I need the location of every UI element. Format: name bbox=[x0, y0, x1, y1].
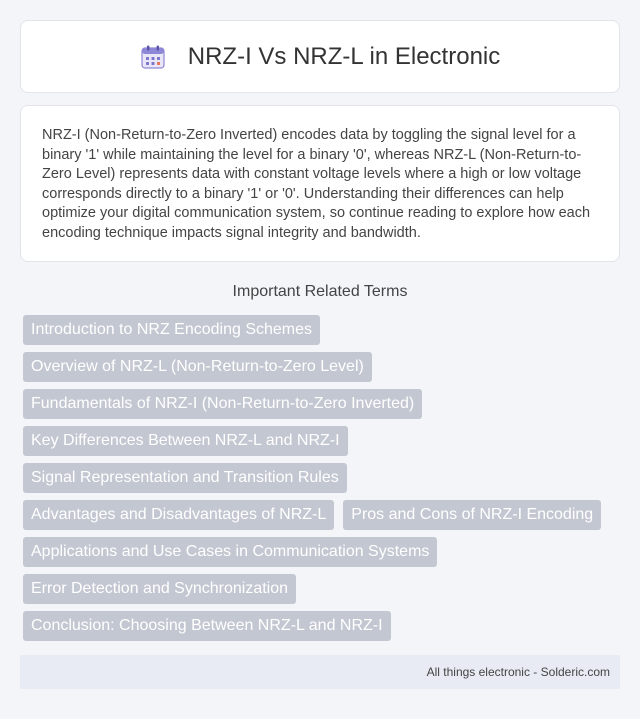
term-tag[interactable]: Key Differences Between NRZ-L and NRZ-I bbox=[23, 426, 348, 456]
term-tag[interactable]: Signal Representation and Transition Rules bbox=[23, 463, 347, 493]
intro-paragraph: NRZ-I (Non-Return-to-Zero Inverted) encodes data by toggling the signal level for a binary '1' while maintaining the level for a binary '0', whereas NRZ-L (Non-Return-to-Zero Level) represents data with constant voltage levels where a high or low voltage corresponds directly to a binary '1' or '0'. Understanding their differences can help optimize your digital communication system, so continue reading to explore how each encoding technique impacts signal integrity and bandwidth. bbox=[42, 127, 591, 241]
term-tag[interactable]: Overview of NRZ-L (Non-Return-to-Zero Level) bbox=[23, 352, 372, 382]
related-terms-list bbox=[23, 315, 623, 648]
page-title: NRZ-I Vs NRZ-L in Electronic bbox=[187, 42, 501, 70]
term-tag[interactable]: Introduction to NRZ Encoding Schemes bbox=[23, 315, 320, 345]
term-tag[interactable]: Error Detection and Synchronization bbox=[23, 574, 296, 604]
term-row bbox=[23, 426, 623, 463]
term-tag[interactable]: Pros and Cons of NRZ-I Encoding bbox=[343, 500, 601, 530]
footer bbox=[20, 655, 620, 689]
term-tag[interactable]: Conclusion: Choosing Between NRZ-L and NRZ-I bbox=[23, 611, 391, 641]
related-terms-heading: Important Related Terms bbox=[232, 283, 408, 300]
term-row bbox=[23, 315, 623, 352]
term-row bbox=[23, 537, 623, 574]
title-card bbox=[20, 20, 620, 93]
term-row bbox=[23, 500, 623, 537]
term-row bbox=[23, 574, 623, 611]
term-tag[interactable]: Fundamentals of NRZ-I (Non-Return-to-Zero Inverted) bbox=[23, 389, 422, 419]
calendar-icon bbox=[140, 44, 166, 70]
intro-card bbox=[20, 105, 620, 262]
term-row bbox=[23, 389, 623, 426]
term-row bbox=[23, 611, 623, 648]
term-tag[interactable]: Advantages and Disadvantages of NRZ-L bbox=[23, 500, 334, 530]
term-row bbox=[23, 352, 623, 389]
term-row bbox=[23, 463, 623, 500]
footer-credit: All things electronic - Solderic.com bbox=[426, 665, 610, 679]
term-tag[interactable]: Applications and Use Cases in Communication Systems bbox=[23, 537, 437, 567]
